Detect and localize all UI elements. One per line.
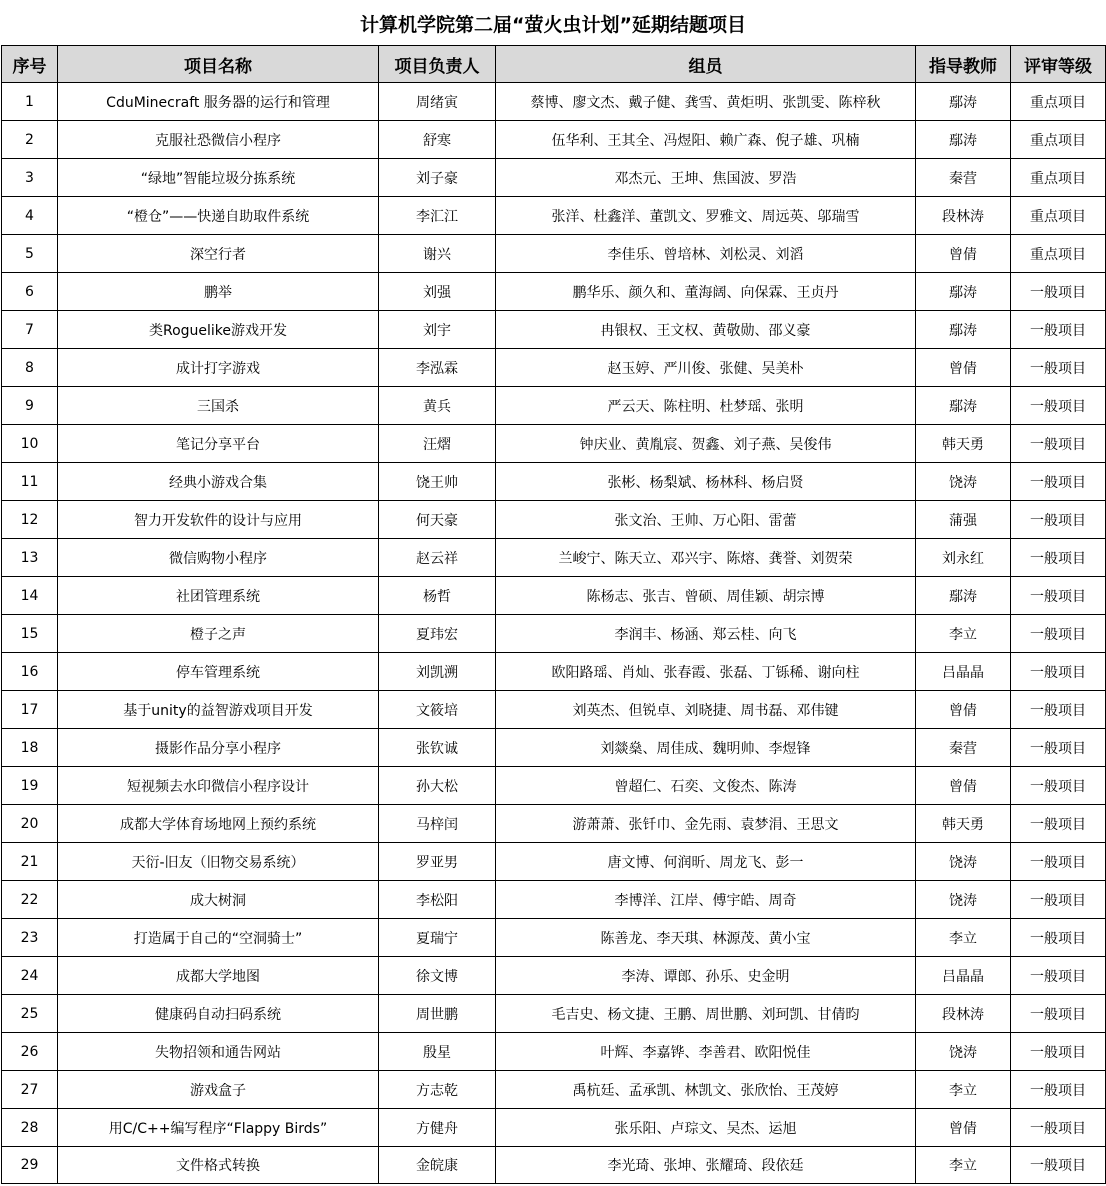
header-project-name: 项目名称 — [58, 46, 379, 83]
cell-advisor: 鄢涛 — [916, 273, 1011, 311]
cell-project-name: 经典小游戏合集 — [58, 463, 379, 501]
cell-members: 李光琦、张坤、张耀琦、段依廷 — [496, 1147, 916, 1184]
cell-advisor: 李立 — [916, 1071, 1011, 1109]
cell-members: 禹杭廷、孟承凯、林凯文、张欣怡、王茂婷 — [496, 1071, 916, 1109]
cell-leader: 方健舟 — [379, 1109, 496, 1147]
cell-members: 曾超仁、石奕、文俊杰、陈涛 — [496, 767, 916, 805]
cell-advisor: 鄢涛 — [916, 577, 1011, 615]
table-row — [2, 995, 1106, 1033]
cell-grade: 一般项目 — [1011, 1071, 1106, 1109]
table-row — [2, 349, 1106, 387]
cell-members: 钟庆业、黄胤宸、贺鑫、刘子燕、吴俊伟 — [496, 425, 916, 463]
cell-grade: 重点项目 — [1011, 197, 1106, 235]
cell-advisor: 鄢涛 — [916, 387, 1011, 425]
table-row — [2, 501, 1106, 539]
cell-project-name: 基于unity的益智游戏项目开发 — [58, 691, 379, 729]
cell-leader: 徐文博 — [379, 957, 496, 995]
cell-leader: 刘强 — [379, 273, 496, 311]
header-leader: 项目负责人 — [379, 46, 496, 83]
cell-advisor: 刘永红 — [916, 539, 1011, 577]
cell-leader: 夏瑞宁 — [379, 919, 496, 957]
cell-advisor: 段林涛 — [916, 197, 1011, 235]
table-row — [2, 805, 1106, 843]
cell-index: 24 — [2, 957, 58, 995]
cell-index: 4 — [2, 197, 58, 235]
header-index: 序号 — [2, 46, 58, 83]
cell-leader: 刘凯溯 — [379, 653, 496, 691]
cell-leader: 文筱培 — [379, 691, 496, 729]
cell-project-name: 成大树洞 — [58, 881, 379, 919]
cell-members: 唐文博、何润昕、周龙飞、彭一 — [496, 843, 916, 881]
cell-index: 19 — [2, 767, 58, 805]
cell-advisor: 曾倩 — [916, 235, 1011, 273]
table-row — [2, 729, 1106, 767]
cell-grade: 重点项目 — [1011, 159, 1106, 197]
cell-members: 叶辉、李嘉铧、李善君、欧阳悦佳 — [496, 1033, 916, 1071]
cell-index: 17 — [2, 691, 58, 729]
cell-grade: 一般项目 — [1011, 311, 1106, 349]
cell-leader: 何天豪 — [379, 501, 496, 539]
cell-members: 鹏华乐、颜久和、董海阔、向保霖、王贞丹 — [496, 273, 916, 311]
cell-members: 李博洋、江岸、傅宇皓、周奇 — [496, 881, 916, 919]
cell-grade: 一般项目 — [1011, 1109, 1106, 1147]
cell-index: 7 — [2, 311, 58, 349]
table-row — [2, 577, 1106, 615]
cell-grade: 一般项目 — [1011, 729, 1106, 767]
cell-project-name: “橙仓”——快递自助取件系统 — [58, 197, 379, 235]
cell-leader: 周世鹏 — [379, 995, 496, 1033]
cell-project-name: 成计打字游戏 — [58, 349, 379, 387]
cell-members: 欧阳路瑶、肖灿、张春霞、张磊、丁铄稀、谢向柱 — [496, 653, 916, 691]
cell-index: 26 — [2, 1033, 58, 1071]
cell-leader: 金皖康 — [379, 1147, 496, 1184]
cell-project-name: 健康码自动扫码系统 — [58, 995, 379, 1033]
cell-members: 李润丰、杨涵、郑云桂、向飞 — [496, 615, 916, 653]
table-row — [2, 235, 1106, 273]
cell-grade: 一般项目 — [1011, 1147, 1106, 1184]
cell-advisor: 李立 — [916, 919, 1011, 957]
cell-leader: 杨哲 — [379, 577, 496, 615]
cell-grade: 一般项目 — [1011, 463, 1106, 501]
table-row — [2, 121, 1106, 159]
cell-advisor: 鄢涛 — [916, 311, 1011, 349]
cell-index: 29 — [2, 1147, 58, 1184]
cell-members: 蔡博、廖文杰、戴子健、龚雪、黄炬明、张凯雯、陈梓秋 — [496, 83, 916, 121]
table-row — [2, 1109, 1106, 1147]
cell-members: 邓杰元、王坤、焦国波、罗浩 — [496, 159, 916, 197]
cell-index: 11 — [2, 463, 58, 501]
cell-advisor: 曾倩 — [916, 691, 1011, 729]
cell-index: 23 — [2, 919, 58, 957]
cell-leader: 饶王帅 — [379, 463, 496, 501]
cell-index: 14 — [2, 577, 58, 615]
cell-members: 张文治、王帅、万心阳、雷蕾 — [496, 501, 916, 539]
cell-project-name: 成都大学体育场地网上预约系统 — [58, 805, 379, 843]
table-row — [2, 463, 1106, 501]
header-advisor: 指导教师 — [916, 46, 1011, 83]
cell-grade: 一般项目 — [1011, 919, 1106, 957]
cell-grade: 一般项目 — [1011, 957, 1106, 995]
cell-members: 刘英杰、但锐卓、刘晓捷、周书磊、邓伟键 — [496, 691, 916, 729]
cell-index: 3 — [2, 159, 58, 197]
cell-index: 22 — [2, 881, 58, 919]
cell-project-name: 摄影作品分享小程序 — [58, 729, 379, 767]
cell-index: 28 — [2, 1109, 58, 1147]
table-row — [2, 197, 1106, 235]
cell-index: 8 — [2, 349, 58, 387]
cell-leader: 马梓闰 — [379, 805, 496, 843]
cell-advisor: 饶涛 — [916, 843, 1011, 881]
table-row — [2, 881, 1106, 919]
cell-advisor: 曾倩 — [916, 349, 1011, 387]
cell-grade: 一般项目 — [1011, 843, 1106, 881]
cell-advisor: 饶涛 — [916, 881, 1011, 919]
cell-project-name: “绿地”智能垃圾分拣系统 — [58, 159, 379, 197]
cell-grade: 一般项目 — [1011, 577, 1106, 615]
table-row — [2, 919, 1106, 957]
table-row — [2, 1033, 1106, 1071]
cell-index: 9 — [2, 387, 58, 425]
cell-advisor: 吕晶晶 — [916, 653, 1011, 691]
cell-leader: 张钦诚 — [379, 729, 496, 767]
cell-leader: 殷星 — [379, 1033, 496, 1071]
cell-grade: 一般项目 — [1011, 501, 1106, 539]
table-row — [2, 767, 1106, 805]
cell-index: 12 — [2, 501, 58, 539]
cell-grade: 一般项目 — [1011, 767, 1106, 805]
cell-grade: 一般项目 — [1011, 539, 1106, 577]
cell-project-name: 短视频去水印微信小程序设计 — [58, 767, 379, 805]
cell-project-name: CduMinecraft 服务器的运行和管理 — [58, 83, 379, 121]
cell-index: 5 — [2, 235, 58, 273]
cell-advisor: 李立 — [916, 615, 1011, 653]
cell-advisor: 曾倩 — [916, 767, 1011, 805]
cell-advisor: 饶涛 — [916, 463, 1011, 501]
cell-members: 兰峻宁、陈天立、邓兴宇、陈熔、龚誉、刘贺荣 — [496, 539, 916, 577]
cell-project-name: 文件格式转换 — [58, 1147, 379, 1184]
cell-advisor: 韩天勇 — [916, 425, 1011, 463]
table-row — [2, 311, 1106, 349]
cell-index: 15 — [2, 615, 58, 653]
cell-leader: 汪熠 — [379, 425, 496, 463]
cell-project-name: 微信购物小程序 — [58, 539, 379, 577]
cell-project-name: 打造属于自己的“空洞骑士” — [58, 919, 379, 957]
cell-project-name: 用C/C++编写程序“Flappy Birds” — [58, 1109, 379, 1147]
cell-members: 李涛、谭郎、孙乐、史金明 — [496, 957, 916, 995]
cell-project-name: 游戏盒子 — [58, 1071, 379, 1109]
cell-grade: 一般项目 — [1011, 805, 1106, 843]
cell-members: 张彬、杨梨斌、杨林科、杨启贤 — [496, 463, 916, 501]
cell-project-name: 停车管理系统 — [58, 653, 379, 691]
cell-members: 游萧萧、张钎巾、金先雨、袁梦涓、王思文 — [496, 805, 916, 843]
table-row — [2, 159, 1106, 197]
cell-index: 10 — [2, 425, 58, 463]
cell-advisor: 李立 — [916, 1147, 1011, 1184]
cell-grade: 一般项目 — [1011, 387, 1106, 425]
cell-index: 1 — [2, 83, 58, 121]
page-title: 计算机学院第二届“萤火虫计划”延期结题项目 — [360, 13, 746, 36]
cell-project-name: 笔记分享平台 — [58, 425, 379, 463]
cell-leader: 李泓霖 — [379, 349, 496, 387]
cell-project-name: 克服社恐微信小程序 — [58, 121, 379, 159]
cell-leader: 谢兴 — [379, 235, 496, 273]
table-row — [2, 957, 1106, 995]
cell-leader: 罗亚男 — [379, 843, 496, 881]
cell-members: 冉银权、王文权、黄敬勋、邵义豪 — [496, 311, 916, 349]
cell-grade: 一般项目 — [1011, 425, 1106, 463]
header-grade: 评审等级 — [1011, 46, 1106, 83]
cell-advisor: 秦营 — [916, 729, 1011, 767]
cell-members: 张乐阳、卢琮文、吴杰、运旭 — [496, 1109, 916, 1147]
cell-index: 16 — [2, 653, 58, 691]
cell-grade: 重点项目 — [1011, 235, 1106, 273]
table-row — [2, 691, 1106, 729]
table-row — [2, 539, 1106, 577]
cell-project-name: 成都大学地图 — [58, 957, 379, 995]
cell-members: 伍华利、王其全、冯煜阳、赖广森、倪子雄、巩楠 — [496, 121, 916, 159]
cell-grade: 一般项目 — [1011, 615, 1106, 653]
cell-leader: 黄兵 — [379, 387, 496, 425]
cell-grade: 重点项目 — [1011, 121, 1106, 159]
cell-leader: 孙大松 — [379, 767, 496, 805]
cell-members: 陈杨志、张吉、曾硕、周佳颖、胡宗博 — [496, 577, 916, 615]
cell-leader: 方志乾 — [379, 1071, 496, 1109]
cell-leader: 赵云祥 — [379, 539, 496, 577]
cell-advisor: 秦营 — [916, 159, 1011, 197]
cell-project-name: 智力开发软件的设计与应用 — [58, 501, 379, 539]
cell-index: 13 — [2, 539, 58, 577]
cell-grade: 一般项目 — [1011, 995, 1106, 1033]
cell-grade: 一般项目 — [1011, 653, 1106, 691]
cell-index: 21 — [2, 843, 58, 881]
header-members: 组员 — [496, 46, 916, 83]
cell-grade: 一般项目 — [1011, 349, 1106, 387]
cell-advisor: 曾倩 — [916, 1109, 1011, 1147]
cell-project-name: 鹏举 — [58, 273, 379, 311]
cell-grade: 一般项目 — [1011, 273, 1106, 311]
table-row — [2, 273, 1106, 311]
cell-project-name: 橙子之声 — [58, 615, 379, 653]
cell-advisor: 段林涛 — [916, 995, 1011, 1033]
cell-grade: 一般项目 — [1011, 1033, 1106, 1071]
cell-grade: 一般项目 — [1011, 881, 1106, 919]
cell-leader: 周绪寅 — [379, 83, 496, 121]
cell-members: 陈善龙、李天琪、林源茂、黄小宝 — [496, 919, 916, 957]
cell-grade: 一般项目 — [1011, 691, 1106, 729]
table-row — [2, 387, 1106, 425]
cell-project-name: 天衍-旧友（旧物交易系统） — [58, 843, 379, 881]
cell-advisor: 鄢涛 — [916, 83, 1011, 121]
cell-index: 6 — [2, 273, 58, 311]
table-row — [2, 83, 1106, 121]
header-row — [2, 46, 1106, 83]
table-row — [2, 1071, 1106, 1109]
cell-project-name: 类Roguelike游戏开发 — [58, 311, 379, 349]
cell-leader: 李松阳 — [379, 881, 496, 919]
table-row — [2, 425, 1106, 463]
cell-members: 赵玉婷、严川俊、张健、吴美朴 — [496, 349, 916, 387]
cell-leader: 刘子豪 — [379, 159, 496, 197]
table-row — [2, 653, 1106, 691]
cell-leader: 刘宇 — [379, 311, 496, 349]
cell-advisor: 饶涛 — [916, 1033, 1011, 1071]
table-row — [2, 843, 1106, 881]
cell-advisor: 鄢涛 — [916, 121, 1011, 159]
cell-members: 刘燚燊、周佳成、魏明帅、李煜锋 — [496, 729, 916, 767]
cell-members: 严云天、陈柱明、杜梦瑶、张明 — [496, 387, 916, 425]
cell-leader: 舒寒 — [379, 121, 496, 159]
table-row — [2, 1147, 1106, 1184]
cell-leader: 李汇江 — [379, 197, 496, 235]
cell-leader: 夏玮宏 — [379, 615, 496, 653]
table-row — [2, 615, 1106, 653]
cell-advisor: 韩天勇 — [916, 805, 1011, 843]
cell-members: 毛吉史、杨文捷、王鹏、周世鹏、刘珂凯、甘倩昀 — [496, 995, 916, 1033]
cell-project-name: 社团管理系统 — [58, 577, 379, 615]
cell-members: 张洋、杜鑫洋、董凯文、罗雅文、周远英、邬瑞雪 — [496, 197, 916, 235]
cell-index: 20 — [2, 805, 58, 843]
cell-members: 李佳乐、曾培林、刘松灵、刘滔 — [496, 235, 916, 273]
cell-advisor: 蒲强 — [916, 501, 1011, 539]
cell-index: 2 — [2, 121, 58, 159]
project-table — [1, 45, 1106, 1184]
cell-index: 18 — [2, 729, 58, 767]
cell-project-name: 深空行者 — [58, 235, 379, 273]
cell-project-name: 失物招领和通告网站 — [58, 1033, 379, 1071]
cell-grade: 重点项目 — [1011, 83, 1106, 121]
cell-index: 25 — [2, 995, 58, 1033]
cell-index: 27 — [2, 1071, 58, 1109]
cell-advisor: 吕晶晶 — [916, 957, 1011, 995]
cell-project-name: 三国杀 — [58, 387, 379, 425]
